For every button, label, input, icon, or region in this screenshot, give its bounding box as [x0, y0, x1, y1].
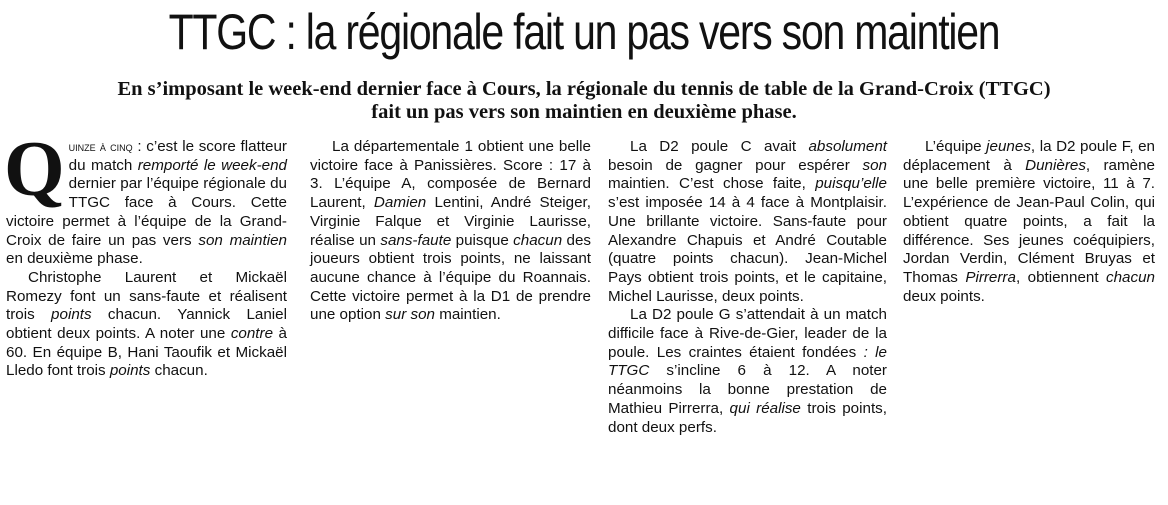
col2-text: La départementale 1 obtient une belle victoire face à Panissières. Score : 17 à 3. L’équipe A, composée de Bernard Laurent, [310, 138, 591, 212]
col1-text: chacun. [150, 362, 208, 380]
col2-text: puisque [451, 231, 514, 249]
col4-text: , la D2 poule F, en déplacement à [903, 138, 1156, 174]
lede [0, 78, 1168, 124]
col4-text: L’équipe [925, 138, 987, 155]
col1-paragraph-2 [6, 269, 287, 381]
col3-text: maintien. C’est chose faite, [608, 175, 816, 193]
col1-paragraph-1 [4, 125, 287, 269]
col1-emphasis: son maintien [198, 231, 287, 249]
col4-text: , ramène une belle première victoire, 11 à 7. L’expérience de Jean-Paul Colin, qui obtient quatre points, a fait la différence. Ses jeunes coéquipiers, Jordan Verdin, Clément Bruyas et Thomas [903, 156, 1155, 286]
col3-text: besoin de gagner pour espérer [608, 156, 863, 174]
col2-emphasis: sur son [385, 306, 435, 324]
headline: TTGC : la régionale fait un pas vers son maintien [168, 4, 1000, 60]
article-column-4 [903, 138, 1155, 306]
col3-emphasis: absolument [808, 138, 887, 155]
col2-text: maintien. [434, 306, 501, 324]
article-column-3 [608, 138, 887, 437]
col3-text: s’incline 6 à 12. A noter néanmoins la bonne prestation de Mathieu Pirrerra, [608, 362, 887, 417]
col2-text: Lentini, André Steiger, Virginie Falque et Virginie Laurisse, réalise un [310, 194, 591, 249]
col1-smallcaps: uinze à cinq [68, 139, 133, 154]
col2-paragraph-1 [310, 138, 591, 325]
col2-emphasis: chacun [513, 231, 563, 249]
drop-cap: Q [4, 125, 65, 212]
col3-emphasis: son [862, 156, 887, 174]
col2-emphasis: sans-faute [380, 231, 452, 249]
col4-emphasis: chacun [1106, 268, 1155, 286]
col1-emphasis: points [51, 306, 92, 324]
col1-text: chacun. Yannick Laniel obtient deux points. A noter une [6, 306, 287, 343]
col3-text: La D2 poule G s’attendait à un match difficile face à Rive-de-Gier, leader de la poule. Les craintes étaient fondées [608, 306, 887, 361]
article-column-1 [4, 125, 287, 381]
col3-emphasis: puisqu’elle [815, 175, 887, 193]
col4-emphasis: Pirrerra [965, 268, 1016, 286]
col4-emphasis: jeunes [986, 138, 1031, 155]
col1-text: Christophe Laurent et Mickaël Romezy font un sans-faute et réalisent trois [6, 268, 287, 324]
col1-emphasis: points [109, 362, 151, 380]
col2-emphasis: Damien [373, 194, 427, 212]
lede-line-1: En s’imposant le week-end dernier face à Cours, la régionale du tennis de table de la Grand-Croix (TTGC) [117, 78, 1051, 100]
col4-emphasis: Dunières [1025, 156, 1086, 174]
lede-line-2: fait un pas vers son maintien en deuxième phase. [371, 101, 797, 123]
col4-text: deux points. [903, 287, 985, 305]
col1-text: en deuxième phase. [6, 250, 143, 268]
col3-text: trois points, dont deux perfs. [608, 399, 887, 436]
col3-emphasis: : le TTGC [608, 343, 887, 380]
col3-paragraph-2 [608, 306, 887, 437]
col3-emphasis: qui réalise [729, 399, 801, 417]
col3-text: La D2 poule C avait [630, 138, 809, 155]
col1-text: dernier par l’équipe régionale du TTGC face à Cours. Cette victoire permet à l’équipe de la Grand-Croix de faire un pas vers [6, 175, 287, 249]
col1-emphasis: remporté le week-end [137, 156, 287, 174]
col2-text: des joueurs obtient trois points, ne laissant aucune chance à l’équipe du Roannais. Cette victoire permet à la D1 de prendre une option [310, 231, 591, 324]
article-column-2 [310, 138, 591, 325]
col4-paragraph-1 [903, 138, 1155, 306]
col1-emphasis: contre [230, 325, 274, 343]
col1-text: : c’est le score flatteur du match [68, 138, 287, 174]
col3-paragraph-1 [608, 138, 887, 306]
col4-text: , obtiennent [1015, 268, 1106, 286]
col3-text: s’est imposée 14 à 4 face à Montplaisir. Une brillante victoire. Sans-faute pour Alexandre Chapuis et André Coutable (quatre points chacun). Jean-Michel Pays obtient trois points, et le capitaine, Michel Laurisse, deux points. [608, 194, 887, 305]
col1-text: à 60. En équipe B, Hani Taoufik et Mickaël Lledo font trois [6, 325, 287, 380]
